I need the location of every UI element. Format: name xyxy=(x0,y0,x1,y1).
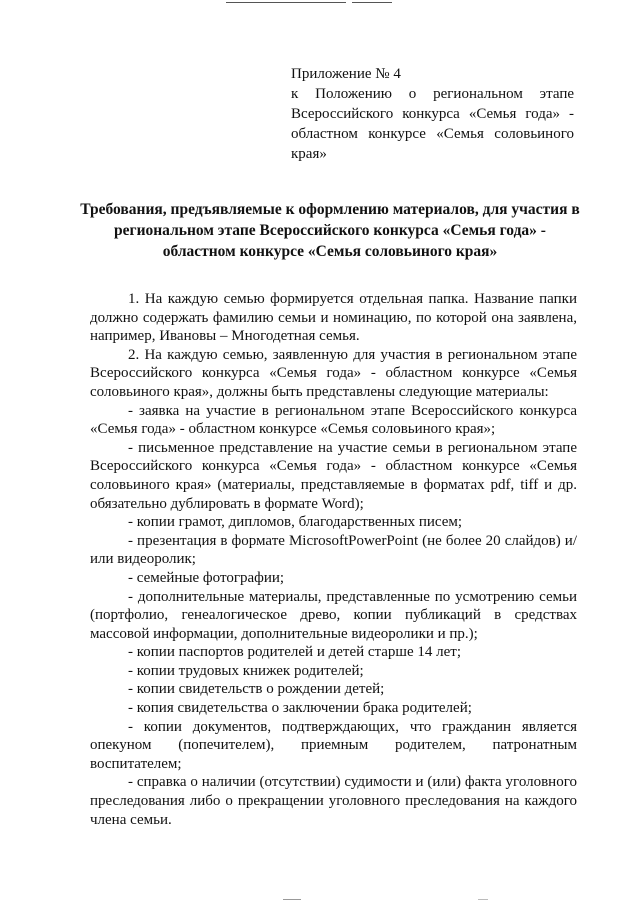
list-item-work-books: - копии трудовых книжек родителей; xyxy=(128,662,364,679)
list-item-certificates: - копии грамот, дипломов, благодарственных писем; xyxy=(128,514,463,531)
scan-artifact-bottom xyxy=(283,899,301,900)
title-line: региональном этапе Всероссийского конкурса «Семья года» - xyxy=(114,222,546,239)
document-body xyxy=(90,290,577,829)
scan-artifact-top-right xyxy=(352,2,392,3)
list-item-criminal-record-certificate: - справка о наличии (отсутствии) судимости и (или) факта уголовного преследования либо о прекращении уголовного преследования на каждого члена семьи. xyxy=(90,774,577,828)
appendix-line: края» xyxy=(291,146,327,162)
appendix-header xyxy=(291,64,574,164)
appendix-line: к Положению о региональном этапе xyxy=(291,86,574,102)
paragraph-folder-rule: 1. На каждую семью формируется отдельная папка. Название папки должно содержать фамилию семьи и номинацию, по которой она заявлена, например, Ивановы – Многодетная семья. xyxy=(90,291,577,345)
scan-artifact-top xyxy=(226,2,346,3)
list-item-marriage-certificate: - копия свидетельства о заключении брака родителей; xyxy=(128,700,472,717)
paragraph-materials-intro: 2. На каждую семью, заявленную для участия в региональном этапе Всероссийского конкурса «Семья года» - областном конкурсе «Семья соловьиного края», должны быть представлены следующие материалы: xyxy=(90,346,577,400)
scan-artifact-bottom-right xyxy=(478,899,488,900)
list-item-passports: - копии паспортов родителей и детей старше 14 лет; xyxy=(128,644,462,661)
list-item-presentation: - презентация в формате MicrosoftPowerPoint (не более 20 слайдов) и/или видеоролик; xyxy=(90,532,577,568)
list-item-birth-certificates: - копии свидетельств о рождении детей; xyxy=(128,681,385,698)
appendix-line: областном конкурсе «Семья соловьиного xyxy=(291,126,574,142)
list-item-additional-materials: - дополнительные материалы, представленные по усмотрению семьи (портфолио, генеалогическое древо, копии публикаций в средствах массовой информации, дополнительные видеоролики и пр.); xyxy=(90,588,577,642)
list-item-photos: - семейные фотографии; xyxy=(128,569,285,586)
title-line: Требования, предъявляемые к оформлению материалов, для участия в xyxy=(80,201,580,218)
list-item-application: - заявка на участие в региональном этапе Всероссийского конкурса «Семья года» - областном конкурсе «Семья соловьиного края»; xyxy=(90,402,577,438)
appendix-line: Всероссийского конкурса «Семья года» - xyxy=(291,106,574,122)
document-title xyxy=(80,199,580,262)
list-item-guardianship-documents: - копии документов, подтверждающих, что гражданин является опекуном (попечителем), приемным родителем, патронатным воспитателем; xyxy=(90,718,577,772)
title-line: областном конкурсе «Семья соловьиного края» xyxy=(162,243,498,260)
list-item-written-submission: - письменное представление на участие семьи в региональном этапе Всероссийского конкурса «Семья года» - областном конкурсе «Семья соловьиного края» (материалы, представляемые в форматах pdf, tiff и др. обязательно дублировать в формате Word); xyxy=(90,439,577,512)
appendix-number: Приложение № 4 xyxy=(291,66,401,82)
